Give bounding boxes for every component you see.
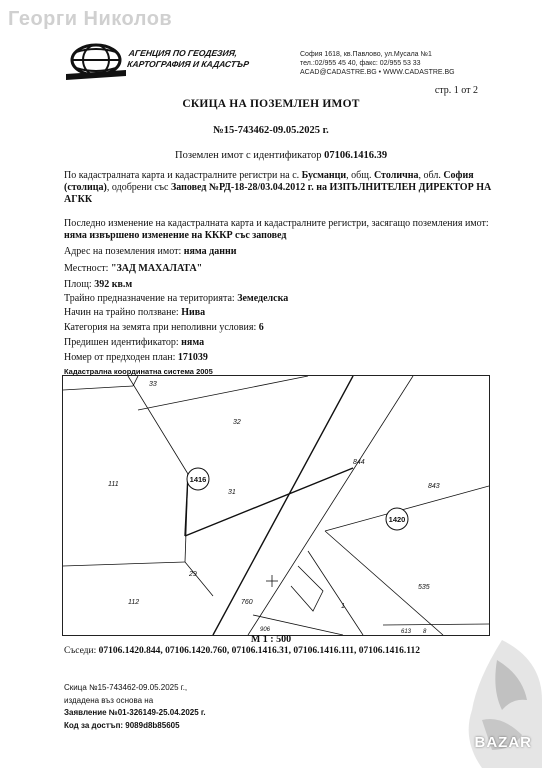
last-change-paragraph bbox=[64, 218, 494, 242]
watermark-name: Георги Николов bbox=[8, 8, 173, 30]
agency-email: ACAD@CADASTRE.BG • WWW.CADASTRE.BG bbox=[300, 69, 455, 76]
category-label: Категория на земята при неполивни условия: bbox=[64, 322, 259, 333]
previous-id-value: няма bbox=[181, 337, 205, 348]
address-row bbox=[64, 246, 237, 257]
plan-number-row bbox=[64, 352, 208, 363]
map-label-760: 760 bbox=[241, 599, 253, 606]
municipality-name: Столична bbox=[373, 170, 419, 181]
area-value: 392 кв.м bbox=[94, 279, 133, 290]
footer-issued-basis: издадена въз основа на bbox=[64, 696, 154, 705]
building-outline bbox=[291, 566, 323, 611]
boundary-line bbox=[133, 376, 138, 386]
footer-sketch-number: Скица №15-743462-09.05.2025 г., bbox=[64, 683, 188, 692]
agency-name bbox=[126, 48, 251, 70]
agency-logo-icon bbox=[66, 40, 126, 80]
category-value: 6 bbox=[258, 322, 264, 333]
purpose-row bbox=[64, 293, 288, 304]
boundary-line bbox=[128, 376, 188, 474]
document-number: №15-743462-09.05.2025 г. bbox=[213, 125, 329, 136]
boundary-line bbox=[63, 562, 185, 566]
use-value: Нива bbox=[181, 307, 206, 318]
agency-line-2: КАРТОГРАФИЯ И КАДАСТЪР bbox=[126, 59, 250, 69]
neighbours-label: Съседи: bbox=[64, 646, 99, 656]
cadastre-paragraph bbox=[64, 170, 494, 206]
identifier-label: Поземлен имот с идентификатор bbox=[175, 150, 322, 161]
identifier-line bbox=[175, 150, 387, 161]
map-label-33: 33 bbox=[149, 381, 157, 388]
map-label-906: 906 bbox=[260, 627, 271, 633]
plan-number-value: 171039 bbox=[177, 352, 208, 363]
map-label-1: 1 bbox=[341, 603, 345, 610]
map-label-112: 112 bbox=[128, 599, 140, 606]
boundary-line bbox=[63, 386, 133, 390]
subject-parcel-edge bbox=[185, 468, 353, 536]
use-row bbox=[64, 307, 205, 318]
boundary-line bbox=[325, 531, 443, 635]
locality-label: Местност: bbox=[64, 263, 111, 274]
map-label-843: 843 bbox=[428, 483, 440, 490]
agency-line-1: АГЕНЦИЯ ПО ГЕОДЕЗИЯ, bbox=[128, 48, 238, 58]
map-label-31: 31 bbox=[228, 489, 236, 496]
p1-text-c: , обл. bbox=[418, 170, 441, 181]
address-label: Адрес на поземления имот: bbox=[64, 246, 184, 257]
identifier-value: 07106.1416.39 bbox=[324, 150, 388, 161]
neighbours-line bbox=[64, 646, 420, 656]
map-label-613: 613 bbox=[401, 629, 412, 635]
block-1420-label: 1420 bbox=[388, 515, 406, 524]
map-scale: М 1 : 500 bbox=[250, 634, 292, 645]
p1-text-d: , одобрени със bbox=[106, 182, 171, 193]
brand-watermark: BAZAR bbox=[474, 734, 532, 751]
locality-row bbox=[64, 263, 202, 274]
road-edge bbox=[248, 376, 413, 635]
previous-id-row bbox=[64, 337, 204, 348]
area-row bbox=[64, 279, 132, 290]
boundary-line bbox=[383, 624, 489, 625]
map-label-535: 535 bbox=[418, 584, 430, 591]
last-change-value: няма извършено изменение на КККР със заповед bbox=[64, 230, 287, 241]
neighbours-value: 07106.1420.844, 07106.1420.760, 07106.1416.31, 07106.1416.111, 07106.1416.112 bbox=[98, 646, 421, 656]
page-number: стр. 1 от 2 bbox=[434, 85, 478, 96]
block-1416-label: 1416 bbox=[189, 475, 207, 484]
boundary-line bbox=[138, 376, 308, 410]
address-value: няма данни bbox=[183, 246, 237, 257]
map-label-844: 844 bbox=[353, 459, 365, 466]
category-row bbox=[64, 322, 264, 333]
locality-value: "ЗАД МАХАЛАТА" bbox=[110, 263, 203, 274]
agency-contacts bbox=[300, 50, 455, 77]
use-label: Начин на трайно ползване: bbox=[64, 307, 182, 318]
plan-number-label: Номер от предходен план: bbox=[64, 352, 178, 363]
previous-id-label: Предишен идентификатор: bbox=[64, 337, 182, 348]
p1-text-b: , общ. bbox=[346, 170, 374, 181]
approval-order: Заповед №РД-18-28/03.04.2012 г. на ИЗПЪЛНИТЕЛЕН ДИРЕКТОР НА АГКК bbox=[64, 182, 492, 205]
subject-parcel-edge bbox=[213, 376, 353, 635]
region-name: София (столица) bbox=[64, 170, 474, 193]
footer-application: Заявление №01-326149-25.04.2025 г. bbox=[64, 708, 206, 717]
map-label-29: 29 bbox=[189, 571, 197, 578]
purpose-value: Земеделска bbox=[237, 293, 289, 304]
map-label-8: 8 bbox=[423, 629, 427, 635]
map-label-32: 32 bbox=[233, 419, 241, 426]
village-name: Бусманци bbox=[301, 170, 347, 181]
footer-access-code: Код за достъп: 9089d8b85605 bbox=[64, 721, 180, 730]
agency-phone: тел.:02/955 45 40, факс: 02/955 53 33 bbox=[300, 60, 421, 67]
area-label: Площ: bbox=[64, 279, 95, 290]
boundary-line bbox=[308, 551, 363, 635]
parcel-boundaries bbox=[63, 376, 489, 635]
p1-text-a: По кадастралната карта и кадастралните регистри на с. bbox=[64, 170, 302, 181]
purpose-label: Трайно предназначение на територията: bbox=[64, 293, 238, 304]
coordinate-system-label: Кадастрална координатна система 2005 bbox=[64, 367, 213, 376]
last-change-label: Последно изменение на кадастралната карта и кадастралните регистри, засягащо поземления имот: bbox=[64, 218, 489, 229]
cadastral-map bbox=[62, 375, 490, 636]
map-label-111: 111 bbox=[108, 481, 119, 488]
agency-address: София 1618, кв.Павлово, ул.Мусала №1 bbox=[300, 51, 432, 58]
document-title: СКИЦА НА ПОЗЕМЛЕН ИМОТ bbox=[182, 98, 360, 110]
boundary-line bbox=[185, 562, 213, 596]
